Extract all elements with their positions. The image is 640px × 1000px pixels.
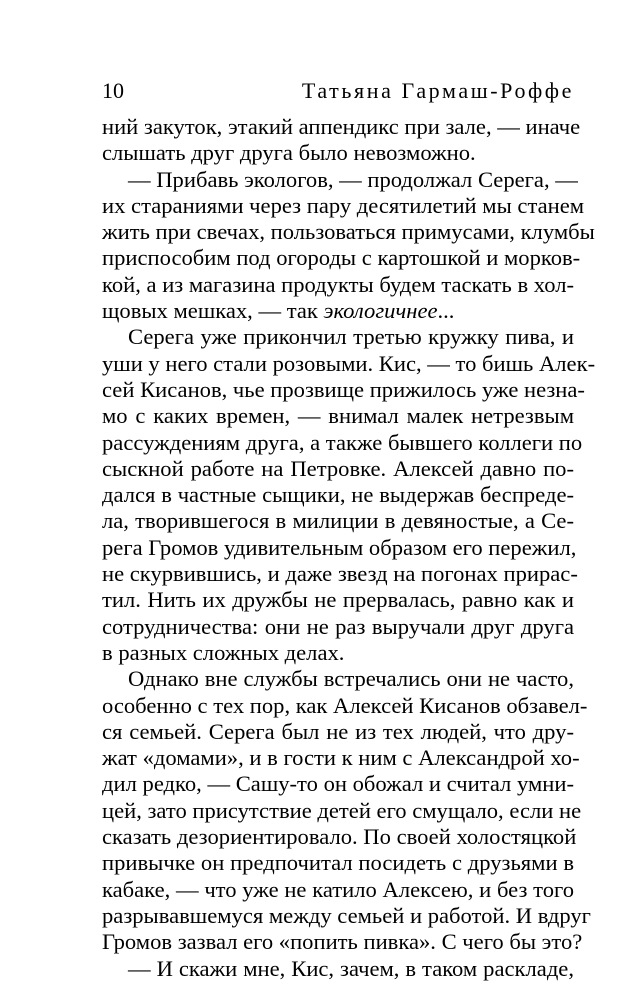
text-line: жить при свечах, пользоваться примусами, клумбы — [102, 219, 595, 245]
text-line: дался в частные сыщики, не выдержав беспреде- — [102, 482, 574, 508]
text-line: особенно с тех пор, как Алексей Кисанов обзавел- — [102, 692, 588, 718]
text-line: не скурвившись, и даже звезд на погонах прирас- — [102, 561, 578, 587]
text-line: — Прибавь экологов, — продолжал Серега, — — [128, 166, 578, 192]
text-run: ... — [437, 298, 455, 324]
text-line: жат «домами», и в гости к ним с Александрой хо- — [102, 745, 580, 771]
text-line: ся семьей. Серега был не из тех людей, что дру- — [102, 718, 574, 744]
text-line: рега Громов удивительным образом его пережил, — [102, 534, 577, 560]
text-line: кой, а из магазина продукты будем таскать в хол- — [102, 271, 574, 297]
text-line — [102, 298, 574, 324]
page-header — [102, 76, 574, 106]
text-line: Серега уже прикончил третью кружку пива, и — [128, 324, 574, 350]
text-line: разрывавшемуся между семьей и работой. И вдруг — [102, 902, 591, 928]
text-line: сей Кисанов, чье прозвище прижилось уже незна- — [102, 376, 585, 402]
page-number: 10 — [102, 78, 124, 103]
text-line: Однако вне службы встречались они не часто, — [128, 666, 574, 692]
text-line: приспособим под огороды с картошкой и морков- — [102, 245, 581, 271]
italic-word: экологичнее — [323, 298, 438, 324]
text-line: — И скажи мне, Кис, зачем, в таком раскладе, — [128, 955, 574, 981]
text-line: рассуждениям друга, а также бывшего коллеги по — [102, 429, 583, 455]
text-line: цей, зато присутствие детей его смущало, если не — [102, 797, 582, 823]
text-line: кабаке, — что уже не катило Алексею, и без того — [102, 876, 574, 902]
text-line: уши у него стали розовыми. Кис, — то бишь Алек- — [102, 350, 596, 376]
text-line: тил. Нить их дружбы не прервалась, равно как и — [102, 587, 574, 613]
text-line: мо с каких времен, — внимал малек нетрезвым — [102, 403, 574, 429]
text-line: дил редко, — Сашу-то он обожал и считал умни- — [102, 771, 574, 797]
text-line: привычке он предпочитал посидеть с друзьями в — [102, 850, 574, 876]
text-line: в разных сложных делах. — [102, 639, 345, 665]
text-line: сказать дезориентировало. По своей холостяцкой — [102, 824, 577, 850]
text-run: щовых мешках, — так — [102, 298, 324, 324]
running-title: Татьяна Гармаш-Роффе — [301, 78, 574, 103]
text-line: Громов зазвал его «попить пивка». С чего бы это? — [102, 929, 583, 955]
text-line: сыскной работе на Петровке. Алексей давно по- — [102, 455, 574, 481]
body-text — [102, 114, 596, 982]
text-line: сотрудничества: они не раз выручали друг друга — [102, 613, 574, 639]
text-line: их стараниями через пару десятилетий мы станем — [102, 192, 585, 218]
text-line: слышать друг друга было невозможно. — [102, 140, 476, 166]
text-line: ла, творившегося в милиции в девяностые, а Се- — [102, 508, 574, 534]
text-line: ний закуток, этакий аппендикс при зале, — иначе — [102, 114, 581, 139]
